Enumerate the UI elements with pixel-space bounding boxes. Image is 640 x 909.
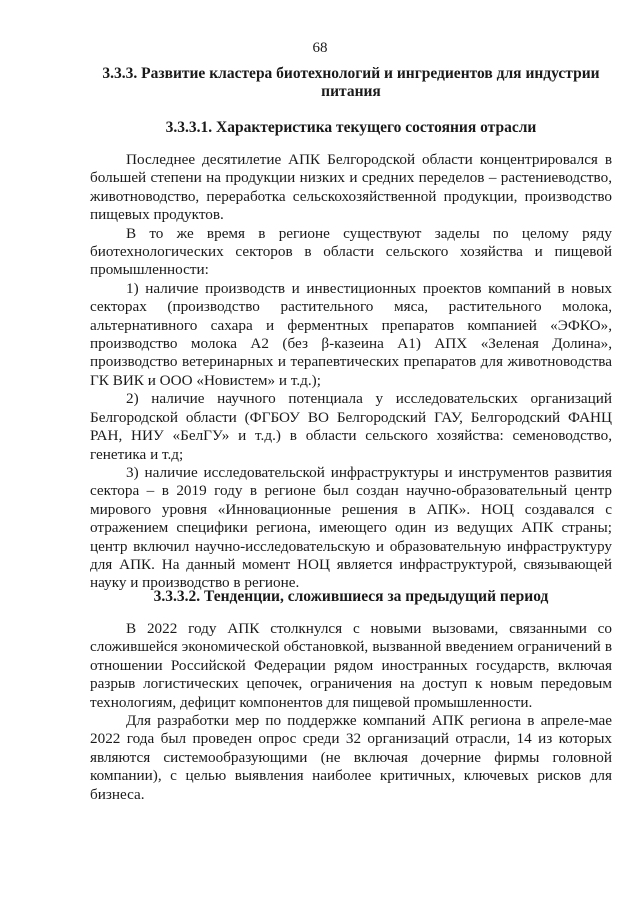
subsection-body-current-state [90, 151, 612, 593]
paragraph: Последнее десятилетие АПК Белгородской области концентрировался в большей степени на продукции низких и средних переделов – растениеводство, животноводство, переработка сельскохозяйственной продукции, производство пищевых продуктов. [90, 151, 612, 224]
list-item: 2) наличие научного потенциала у исследовательских организаций Белгородской области (ФГБОУ ВО Белгородский ГАУ, Белгородский ФАНЦ РАН, НИУ «БелГУ» и т.д.) в области сельского хозяйства: семеноводство, генетика и т.д; [90, 390, 612, 463]
page-number: 68 [312, 40, 328, 56]
paragraph: Для разработки мер по поддержке компаний АПК региона в апреле-мае 2022 года был проведен опрос среди 32 организаций отрасли, 14 из которых являются системообразующими (не включая дочерние фирмы головной компании), с целью выявления наиболее критичных, ключевых рисков для бизнеса. [90, 712, 612, 803]
section-heading-main: 3.3.3. Развитие кластера биотехнологий и ингредиентов для индустрии питания [102, 65, 600, 100]
paragraph: В то же время в регионе существуют заделы по целому ряду биотехнологических секторов в области сельского хозяйства и пищевой промышленности: [90, 224, 612, 279]
subsection-body-trends [90, 620, 612, 804]
paragraph: В 2022 году АПК столкнулся с новыми вызовами, связанными со сложившейся экономической обстановкой, вызванной введением ограничений в отношении Российской Федерации рядом иностранных государств, включая разрыв логистических цепочек, ограничения на доступ к новым передовым технологиям, дефицит компонентов для пищевой промышленности. [90, 620, 612, 711]
list-item: 3) наличие исследовательской инфраструктуры и инструментов развития сектора – в 2019 году в регионе был создан научно-образовательный центр мирового уровня «Инновационные решения в АПК». НОЦ создавался с отражением специфики региона, имеющего один из ведущих АПК страны; центр включил научно-исследовательскую и образовательную инфраструктуру для АПК. На данный момент НОЦ является инфраструктурой, связывающей науку и производство в регионе. [90, 463, 612, 592]
subsection-heading-trends: 3.3.3.2. Тенденции, сложившиеся за предыдущий период [153, 588, 549, 605]
list-item: 1) наличие производств и инвестиционных проектов компаний в новых секторах (производство растительного мяса, растительного молока, альтернативного сахара и ферментных препаратов компанией «ЭФКО», производство молока А2 (без β-казеина А1) АПХ «Зеленая Долина», производство ветеринарных и терапевтических препаратов для животноводства ГК ВИК и ООО «Новистем» и т.д.); [90, 279, 612, 389]
subsection-heading-current-state: 3.3.3.1. Характеристика текущего состояния отрасли [165, 119, 537, 136]
